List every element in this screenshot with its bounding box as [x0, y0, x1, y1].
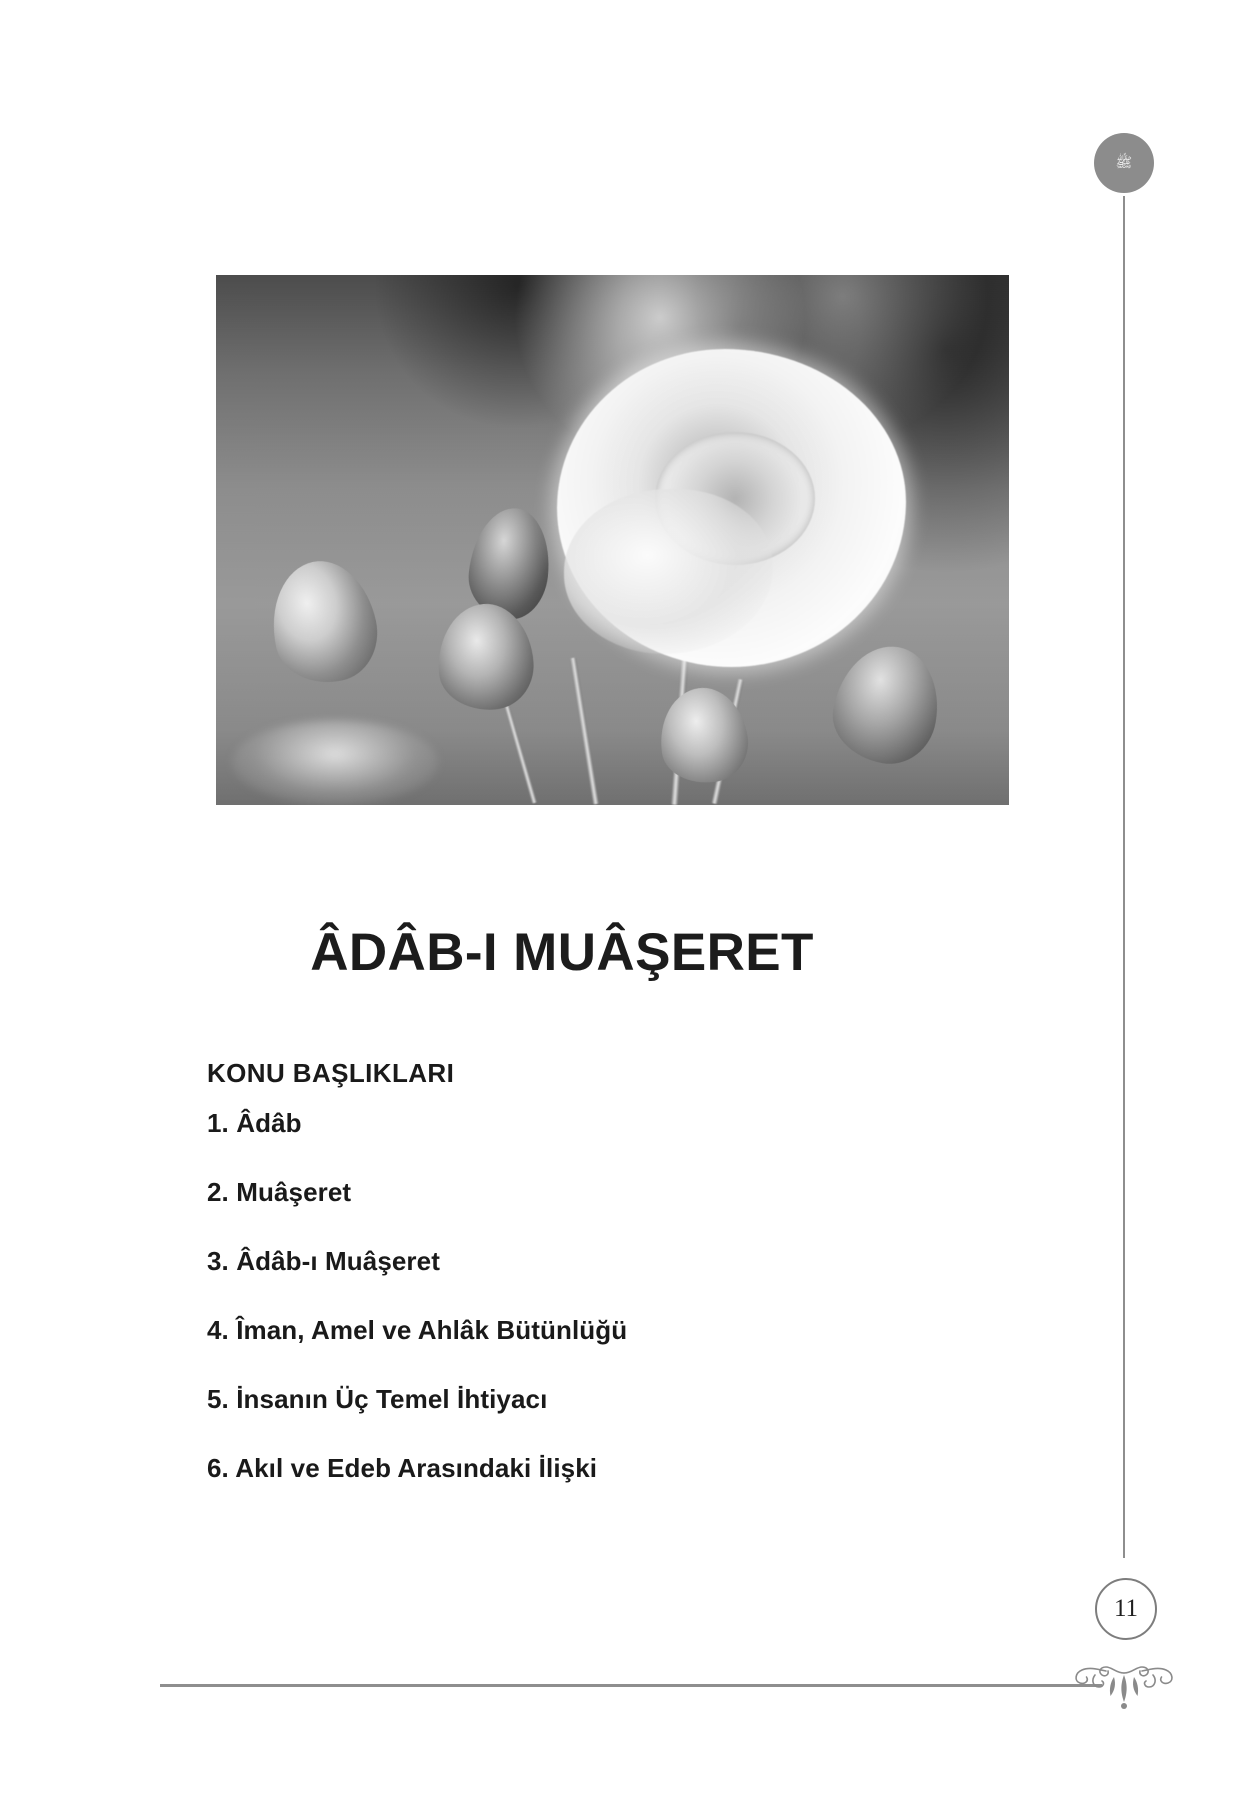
salawat-seal-icon	[1094, 133, 1154, 193]
list-item: 5. İnsanın Üç Temel İhtiyacı	[207, 1384, 548, 1414]
list-item: 6. Akıl ve Edeb Arasındaki İlişki	[207, 1453, 598, 1483]
rose-stem	[569, 657, 599, 805]
footer-divider	[160, 1684, 1102, 1687]
salawat-glyph: ﷺ	[1115, 155, 1133, 171]
chapter-hero-image	[216, 275, 1009, 805]
rose-stem	[503, 700, 538, 804]
rose-bud	[260, 552, 386, 693]
list-item: 4. Îman, Amel ve Ahlâk Bütünlüğü	[207, 1315, 628, 1345]
list-item: 2. Muâşeret	[207, 1177, 352, 1207]
rose-bloom	[557, 349, 906, 667]
rose-photograph	[216, 275, 1009, 805]
topics-heading: KONU BAŞLIKLARI	[207, 1057, 455, 1088]
foreground-blur	[232, 720, 438, 805]
page-number-value: 11	[1113, 1595, 1139, 1622]
vertical-margin-rule	[1123, 196, 1125, 1558]
topics-list	[207, 1110, 1037, 1524]
page-title: ÂDÂB-I MUÂŞERET	[310, 922, 814, 982]
list-item: 3. Âdâb-ı Muâşeret	[207, 1246, 440, 1276]
footer-flourish-icon	[1064, 1660, 1184, 1712]
page-number-badge	[1095, 1578, 1157, 1640]
rose-bud	[825, 638, 947, 771]
list-item: 1. Âdâb	[207, 1108, 302, 1138]
